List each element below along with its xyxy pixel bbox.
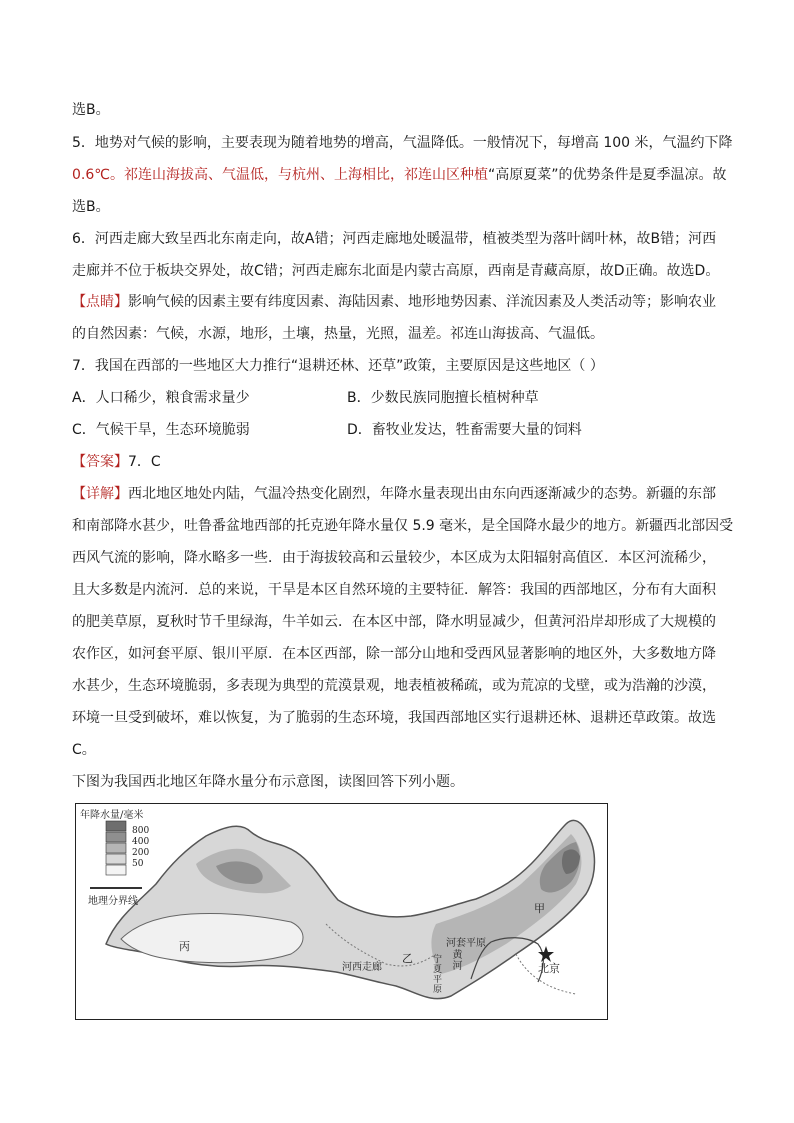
text-line: 的肥美草原，夏秋时节千里绿海，牛羊如云．在本区中部，降水明显减少，但黄河沿岸却形成了大规模的 <box>72 614 716 630</box>
text-line: 西风气流的影响，降水略多一些．由于海拔较高和云量较少，本区成为太阳辐射高值区．本区河流稀少， <box>72 550 716 566</box>
precipitation-map <box>75 803 608 1020</box>
text-span: 影响气候的因素主要有纬度因素、海陆因素、地形地势因素、洋流因素及人类活动等；影响农业 <box>128 294 716 310</box>
label-huanghe: 黄河 <box>450 949 461 971</box>
text-line: C。 <box>72 742 96 758</box>
label-jia: 甲 <box>534 902 545 915</box>
option-a: A．人口稀少，粮食需求量少 <box>72 390 250 406</box>
text-span: 西北地区地处内陆，气温冷热变化剧烈，年降水量表现出由东向西逐渐减少的态势。新疆的东部 <box>128 486 716 502</box>
text-line: 农作区，如河套平原、银川平原．在本区西部，除一部分山地和受西风显著影响的地区外，大多数地方降 <box>72 646 716 662</box>
question-7: 7．我国在西部的一些地区大力推行“退耕还林、还草”政策，主要原因是这些地区（ ） <box>72 358 604 374</box>
option-d: D．畜牧业发达，牲畜需要大量的饲料 <box>347 422 582 438</box>
text-line: 水甚少，生态环境脆弱，多表现为典型的荒漠景观，地表植被稀疏，或为荒凉的戈壁，或为浩瀚的沙漠， <box>72 678 716 694</box>
text-line: 且大多数是内流河．总的来说，干旱是本区自然环境的主要特征．解答：我国的西部地区，分布有大面积 <box>72 582 716 598</box>
tag-answer: 【答案】 <box>72 454 128 470</box>
text-line: 选B。 <box>72 199 110 215</box>
legend-value: 800 <box>132 826 150 836</box>
label-bing: 丙 <box>179 940 190 953</box>
text-span: “高原夏菜”的优势条件是夏季温凉。故 <box>488 167 727 183</box>
legend-swatch-200 <box>106 843 126 853</box>
option-c: C．气候干旱，生态环境脆弱 <box>72 422 250 438</box>
legend-swatch-min <box>106 865 126 875</box>
label-hetao: 河套平原 <box>446 938 486 949</box>
text-line: 的自然因素：气候，水源，地形，土壤，热量，光照，温差。祁连山海拔高、气温低。 <box>72 326 604 342</box>
text-line <box>72 484 716 504</box>
label-yi: 乙 <box>402 952 413 965</box>
legend-value: 200 <box>132 848 150 858</box>
legend-swatch-400 <box>106 832 126 842</box>
text-line: 5．地势对气候的影响，主要表现为随着地势的增高，气温降低。一般情况下，每增高 100 米，气温约下降 <box>72 135 733 151</box>
text-line <box>72 292 716 312</box>
option-b: B．少数民族同胞擅长植树种草 <box>347 390 539 406</box>
tag-detail: 【详解】 <box>72 486 128 502</box>
highlight-text: 0.6℃。祁连山海拔高、气温低，与杭州、上海相比，祁连山区种植 <box>72 167 488 183</box>
legend-boundary-label: 地理分界线 <box>88 896 138 907</box>
tag-dianjing: 【点睛】 <box>72 294 128 310</box>
label-beijing: 北京 <box>538 962 560 975</box>
text-line <box>72 165 727 185</box>
label-hexi: 河西走廊 <box>342 962 382 973</box>
legend-value: 400 <box>132 837 150 847</box>
legend-swatch-50 <box>106 854 126 864</box>
answer-value: 7．C <box>128 454 161 470</box>
legend-title: 年降水量/毫米 <box>80 810 144 821</box>
text-line: 和南部降水甚少，吐鲁番盆地西部的托克逊年降水量仅 5.9 毫米，是全国降水最少的地方。新疆西北部因受 <box>72 518 734 534</box>
text-line: 环境一旦受到破坏，难以恢复，为了脆弱的生态环境，我国西部地区实行退耕还林、退耕还草政策。故选 <box>72 710 716 726</box>
text-line: 6．河西走廊大致呈西北东南走向，故A错；河西走廊地处暖温带，植被类型为落叶阔叶林，故B错；河西 <box>72 231 717 247</box>
text-line: 走廊并不位于板块交界处，故C错；河西走廊东北面是内蒙古高原，西南是青藏高原，故D正确。故选D。 <box>72 263 720 279</box>
text-line: 选B。 <box>72 102 110 118</box>
legend-value: 50 <box>132 859 144 869</box>
figure-intro: 下图为我国西北地区年降水量分布示意图，读图回答下列小题。 <box>72 774 464 790</box>
text-line <box>72 452 161 472</box>
map-graphic <box>76 804 608 1020</box>
label-ningxia: 宁夏平原 <box>431 954 441 994</box>
legend-swatch-800 <box>106 821 126 831</box>
